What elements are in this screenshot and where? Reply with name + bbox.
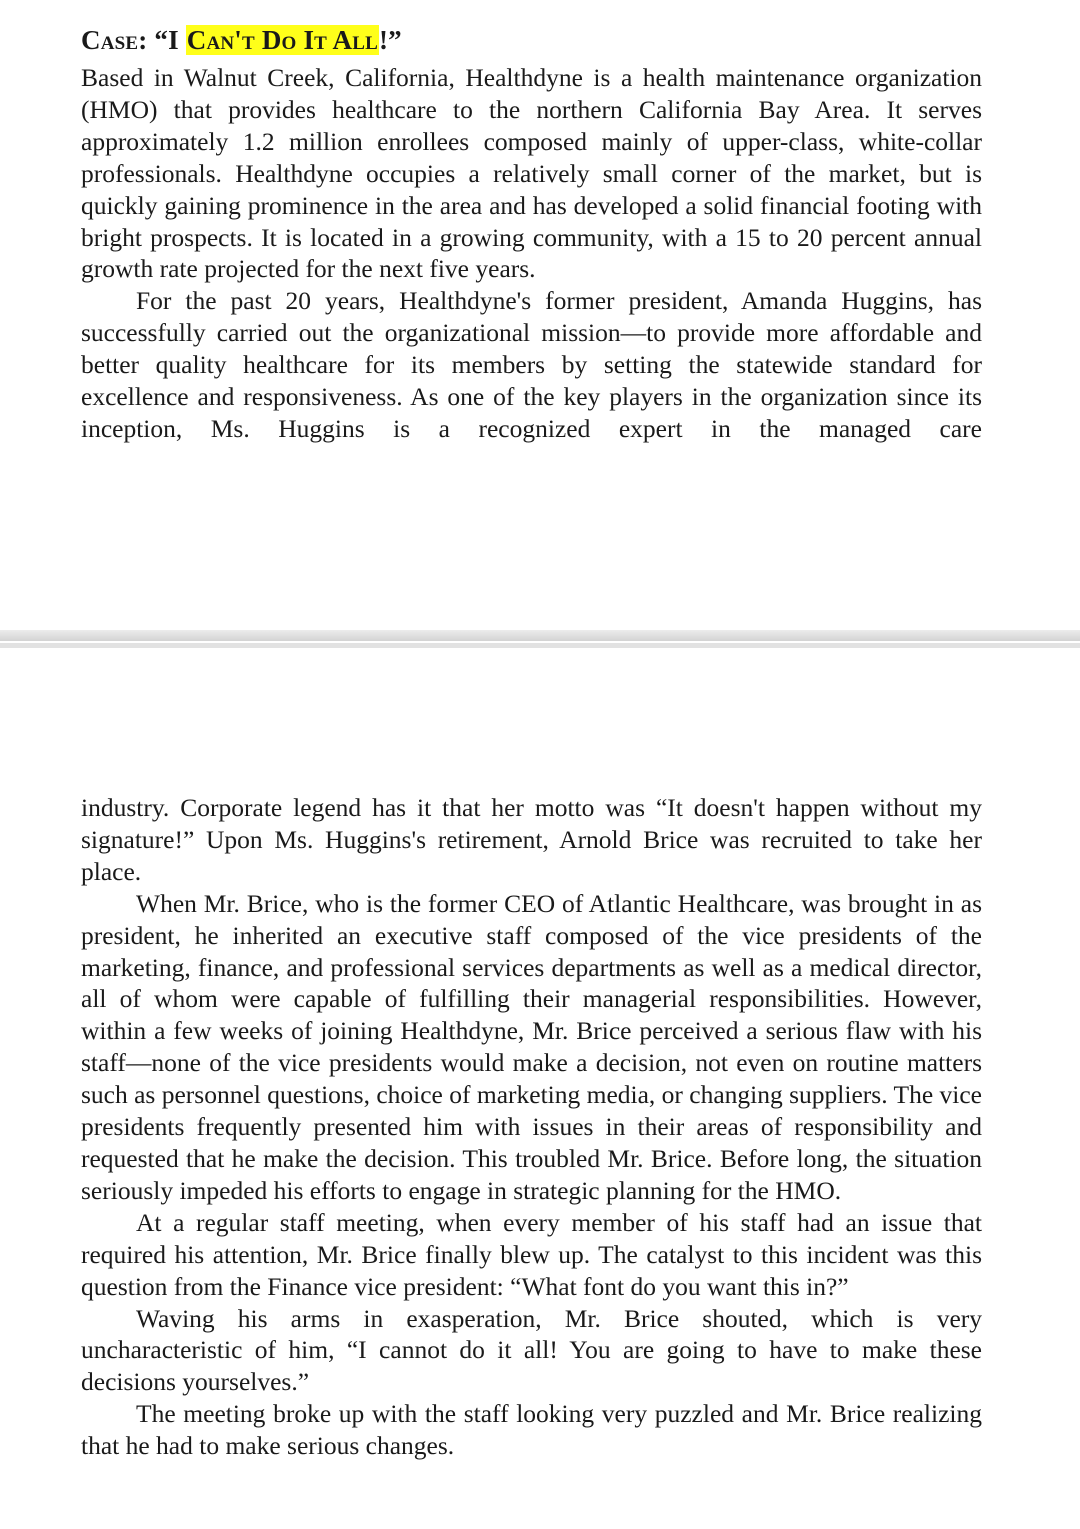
page-1-content [81, 20, 982, 445]
case-title [81, 20, 982, 60]
paragraph-continuation: industry. Corporate legend has it that her motto was “It doesn't happen without my signature!” Upon Ms. Huggins's retirement, Arnold Brice was recruited to take her place. [81, 793, 982, 886]
paragraph-intro: Based in Walnut Creek, California, Healthdyne is a health maintenance organization (HMO) that provides healthcare to the northern California Bay Area. It serves approximately 1.2 million enrollees composed mainly of upper-class, white-collar professionals. Healthdyne occupies a relatively small corner of the market, but is quickly gaining prominence in the area and has developed a solid financial footing with bright prospects. It is located in a growing community, with a 15 to 20 percent annual growth rate projected for the next five years. [81, 63, 982, 284]
paragraph-conclusion: The meeting broke up with the staff looking very puzzled and Mr. Brice realizing that he had to make serious changes. [81, 1399, 982, 1461]
paragraph-huggins: For the past 20 years, Healthdyne's former president, Amanda Huggins, has successfully carried out the organizational mission—to provide more affordable and better quality healthcare for its members by setting the statewide standard for excellence and responsiveness. As one of the key players in the organization since its inception, Ms. Huggins is a recognized expert in the managed care [81, 286, 982, 443]
page-break-shadow [0, 630, 1080, 641]
case-title-highlight: Can't Do It All [186, 25, 378, 55]
page-break-line [0, 643, 1080, 648]
case-title-prefix: Case: “I [81, 25, 186, 55]
paragraph-staff-meeting: At a regular staff meeting, when every member of his staff had an issue that required his attention, Mr. Brice finally blew up. The catalyst to this incident was this question from the Finance vice president: “What font do you want this in?” [81, 1207, 982, 1301]
page-break-divider [0, 630, 1080, 654]
page-2-content [81, 792, 982, 1462]
case-title-suffix: !” [378, 25, 402, 55]
paragraph-brice-staff: When Mr. Brice, who is the former CEO of Atlantic Healthcare, was brought in as president, he inherited an executive staff composed of the vice presidents of the marketing, finance, and professional services departments as well as a medical director, all of whom were capable of fulfilling their managerial responsibilities. However, within a few weeks of joining Healthdyne, Mr. Brice perceived a serious flaw with his staff—none of the vice presidents would make a decision, not even on routine matters such as personnel questions, choice of marketing media, or changing suppliers. The vice presidents frequently presented him with issues in their areas of responsibility and requested that he make the decision. This troubled Mr. Brice. Before long, the situation seriously impeded his efforts to engage in strategic planning for the HMO. [81, 888, 982, 1205]
paragraph-exasperation: Waving his arms in exasperation, Mr. Brice shouted, which is very uncharacteristic of him, “I cannot do it all! You are going to have to make these decisions yourselves.” [81, 1303, 982, 1397]
